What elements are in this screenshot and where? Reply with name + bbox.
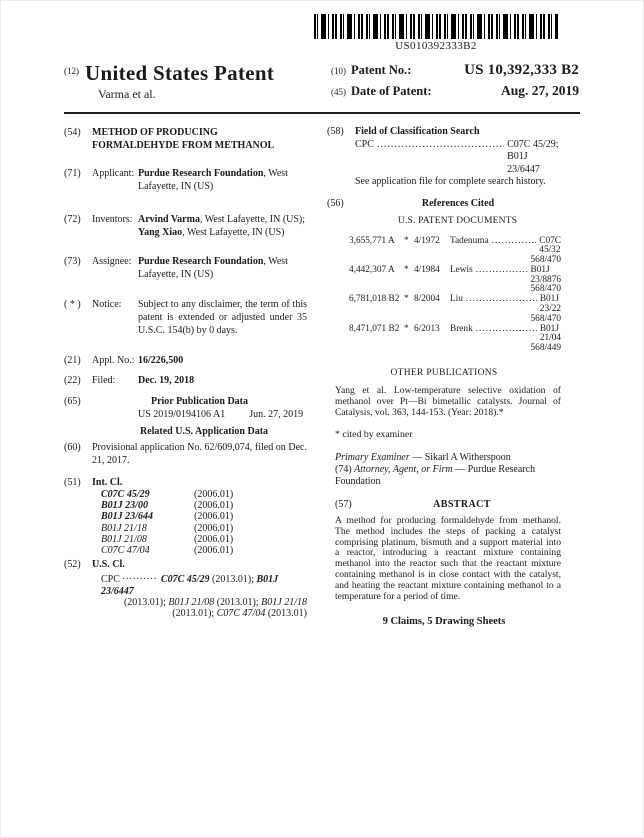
- cpc-class: C07C 47/04: [216, 608, 266, 620]
- attorney-label: Attorney, Agent, or Firm: [354, 464, 453, 476]
- inventor-name-line: Varma et al.: [98, 87, 156, 101]
- cited-patent-class: B01J 23/8876: [530, 264, 562, 285]
- cited-patent-number: 8,471,071 B2: [349, 323, 400, 334]
- assignee-value: [138, 255, 307, 281]
- int-cl-code: B01J 21/08: [101, 533, 147, 545]
- int-cl-entry: [101, 534, 307, 545]
- ref-tag-10: (10): [331, 66, 346, 76]
- us-cl-label: U.S. Cl.: [92, 559, 125, 571]
- cited-patent-name: Tadenuma: [450, 235, 489, 246]
- field-of-search-heading: Field of Classification Search: [355, 126, 480, 137]
- cited-patent-row: [349, 237, 561, 257]
- cpc-class: C07C 45/29: [160, 574, 210, 586]
- patent-number-row: [331, 64, 579, 78]
- invention-title: [92, 126, 307, 152]
- ref-tag-45: (45): [331, 87, 346, 97]
- int-cl-version: (2006.01): [194, 533, 234, 545]
- ref-tag-52: (52): [64, 559, 81, 571]
- assignee-name: Purdue Research Foundation: [138, 256, 264, 267]
- ref-tag-54: (54): [64, 127, 81, 138]
- patent-date-value: Aug. 27, 2019: [500, 83, 579, 98]
- invention-title-section: [64, 126, 307, 152]
- primary-examiner-name: — Sikarl A Witherspoon: [412, 452, 511, 464]
- cited-patent-row: [349, 325, 561, 345]
- applicant-label: Applicant:: [92, 168, 135, 179]
- ref-tag-57: (57): [335, 499, 352, 511]
- barcode-number: US010392333B2: [395, 40, 477, 52]
- provisional-application-text: Provisional application No. 62/609,074, filed on Dec. 21, 2017.: [92, 442, 307, 466]
- inventors-section: [64, 213, 307, 239]
- int-cl-entry: [101, 511, 307, 522]
- int-cl-list: [101, 489, 307, 556]
- patent-number-label: Patent No.:: [351, 63, 412, 77]
- cited-patent-date: 6/2013: [414, 323, 440, 334]
- cpc-version: (2013.01): [265, 608, 307, 620]
- notice-text: Subject to any disclaimer, the term of this patent is extended or adjusted under 35 U.S.C. 154(b) by 0 days.: [138, 299, 307, 336]
- field-of-search-note: See application file for complete search history.: [355, 176, 546, 187]
- int-cl-version: (2006.01): [194, 522, 234, 534]
- cited-patent-number: 4,442,307 A: [349, 264, 395, 275]
- publication-number: US 2019/0194106 A1: [138, 409, 226, 420]
- int-cl-code: C07C 47/04: [101, 545, 150, 557]
- cited-patent-number: 6,781,018 B2: [349, 294, 400, 305]
- dot-leader: [466, 295, 537, 305]
- us-patent-documents-heading: U.S. PATENT DOCUMENTS: [397, 215, 518, 226]
- application-number-value: 16/226,500: [138, 355, 184, 366]
- cited-patent-date: 8/2004: [414, 294, 440, 305]
- us-cl-cpc-line1: [101, 571, 307, 597]
- cited-patent-subclass: 568/470: [530, 255, 561, 266]
- cpc-version: (2013.01);: [172, 608, 217, 620]
- applicant-name: Purdue Research Foundation: [138, 168, 264, 179]
- primary-examiner-label: Primary Examiner: [335, 452, 410, 464]
- int-cl-entry: [101, 523, 307, 534]
- us-cl-cpc-line3: [101, 608, 307, 619]
- invention-title-line1: METHOD OF PRODUCING: [92, 127, 218, 138]
- int-cl-version: (2006.01): [194, 500, 234, 512]
- cpc-version: (2013.01);: [214, 596, 262, 608]
- int-cl-code: C07C 45/29: [101, 489, 150, 500]
- provisional-application-section: [64, 441, 307, 467]
- assignee-label: Assignee:: [92, 256, 132, 267]
- prior-publication-value: [138, 408, 307, 421]
- assignee-address: , West Lafayette, IN (US): [138, 256, 288, 280]
- cited-patent-class: B01J 23/22: [539, 294, 562, 315]
- cited-patent-date: 4/1984: [414, 264, 440, 275]
- int-cl-code: B01J 23/00: [101, 500, 148, 512]
- cited-patent-subclass: 568/470: [530, 284, 561, 295]
- ref-tag-74: (74): [335, 464, 352, 476]
- invention-title-line2: FORMALDEHYDE FROM METHANOL: [92, 140, 275, 151]
- dot-leader: [476, 325, 537, 335]
- applicant-address: , West Lafayette, IN (US): [138, 168, 288, 192]
- filed-value: Dec. 19, 2018: [138, 375, 195, 386]
- abstract-text: A method for producing formaldehyde from methanol. The method includes the steps of packing a catalyst comprising platinum, bismuth and a support material into a reactor, introducing a reactant mixture containing methanol into the reactor such that the reactant mixture containing methanol is in close contact with the catalyst, and heating the reactant mixture containing methanol to a temperature for a period of time.: [335, 515, 561, 602]
- us-cl-cpc-block: [101, 571, 307, 619]
- filed-label: Filed:: [92, 375, 116, 386]
- field-of-search-body: [355, 126, 561, 189]
- cited-patent-date: 4/1972: [414, 235, 440, 246]
- application-number-label: Appl. No.:: [92, 355, 135, 366]
- dot-leader: [492, 237, 537, 247]
- ref-tag-21: (21): [64, 355, 81, 366]
- barcode-icon: [314, 14, 558, 39]
- ref-tag-60: (60): [64, 442, 81, 453]
- cited-patent-name: Lewis: [450, 264, 473, 275]
- ref-tag-22: (22): [64, 375, 81, 386]
- cpc-label: CPC: [355, 138, 374, 150]
- barcode-block: [314, 14, 558, 53]
- cited-patent-name: Liu: [450, 294, 463, 305]
- references-cited-section: [327, 197, 561, 210]
- attorney-line: [335, 464, 561, 488]
- inventor-2-name: Yang Xiao: [138, 227, 183, 238]
- cited-patent-subclass: 568/470: [530, 313, 561, 324]
- cpc-class: B01J 21/08: [168, 596, 215, 608]
- inventors-value: [138, 213, 307, 239]
- attorney-name: — Purdue Research Foundation: [335, 464, 536, 488]
- inventor-2-address: , West Lafayette, IN (US): [182, 227, 285, 238]
- primary-examiner-line: [335, 452, 561, 464]
- notice-label: Notice:: [92, 299, 122, 310]
- ref-tag-71: (71): [64, 168, 81, 179]
- ref-tag-65: (65): [64, 396, 81, 407]
- examiner-cited-marker: *: [404, 294, 409, 305]
- publication-date: Jun. 27, 2019: [249, 409, 304, 420]
- dot-leader: [377, 139, 504, 152]
- filed-section: [64, 374, 307, 387]
- ref-tag-56: (56): [327, 197, 344, 209]
- cited-patent-number: 3,655,771 A: [349, 235, 395, 246]
- int-cl-entry: [101, 545, 307, 556]
- int-cl-section: [64, 476, 307, 489]
- int-cl-version: (2006.01): [194, 545, 234, 557]
- int-cl-entry: [101, 489, 307, 500]
- ref-tag-72: (72): [64, 214, 81, 225]
- document-type-title: United States Patent: [85, 61, 275, 85]
- inventors-label: Inventors:: [92, 214, 133, 225]
- int-cl-code: B01J 23/644: [101, 511, 153, 523]
- other-publications-text: Yang et al. Low-temperature selective oxidation of methanol over Pt—Bi bimetallic catalysts. Journal of Catalysis, vol. 363, 144-153. (Year: 2018).*: [335, 385, 561, 419]
- ref-tag-star: ( * ): [64, 299, 81, 310]
- int-cl-entry: [101, 500, 307, 511]
- int-cl-label: Int. Cl.: [92, 477, 123, 488]
- inventor-1-address: , West Lafayette, IN (US);: [199, 214, 306, 225]
- abstract-section: [335, 498, 561, 511]
- cited-patents-list: [349, 237, 561, 355]
- examiner-cited-marker: *: [404, 264, 409, 275]
- assignee-section: [64, 255, 307, 281]
- int-cl-version: (2006.01): [194, 511, 234, 523]
- cited-patent-class: B01J 21/04: [539, 323, 562, 344]
- cpc-class: B01J 21/18: [261, 596, 307, 608]
- references-cited-heading: References Cited: [421, 197, 495, 209]
- field-of-search-section: [327, 126, 561, 189]
- header-rule: [64, 112, 580, 114]
- ref-tag-51: (51): [64, 477, 81, 488]
- header-right: [331, 64, 579, 99]
- left-column: [64, 120, 307, 619]
- ref-tag-73: (73): [64, 256, 81, 267]
- examiner-cited-marker: *: [404, 235, 409, 246]
- examiner-cited-marker: *: [404, 323, 409, 334]
- us-cl-section: [64, 558, 307, 571]
- cited-by-examiner-note: * cited by examiner: [335, 429, 413, 441]
- patent-date-label: Date of Patent:: [351, 84, 432, 98]
- notice-section: [64, 298, 307, 337]
- int-cl-code: B01J 21/18: [101, 522, 147, 534]
- cited-patent-subclass: 568/449: [530, 343, 561, 354]
- ref-tag-12: (12): [64, 66, 79, 76]
- other-publications-heading: OTHER PUBLICATIONS: [390, 368, 498, 379]
- cited-patent-row: [349, 295, 561, 315]
- application-number-section: [64, 354, 307, 367]
- inventor-1-name: Arvind Varma: [138, 214, 200, 225]
- applicant-value: [138, 167, 307, 193]
- related-application-heading: Related U.S. Application Data: [139, 426, 269, 437]
- right-column: [327, 120, 561, 628]
- cpc-class: B01J 23/6447: [101, 574, 279, 597]
- cpc-version: (2013.01);: [209, 574, 257, 586]
- header-left: [64, 61, 324, 101]
- us-cl-cpc-line2: [101, 597, 307, 608]
- prior-publication-heading: Prior Publication Data: [150, 396, 249, 407]
- abstract-heading: ABSTRACT: [433, 499, 491, 511]
- cpc-version: (2013.01);: [123, 596, 169, 608]
- cpc-label: CPC: [101, 574, 120, 586]
- ref-tag-58: (58): [327, 126, 344, 137]
- field-of-search-cpc-line: [355, 139, 561, 177]
- patent-date-row: [331, 84, 579, 99]
- prior-publication-section: [64, 395, 307, 408]
- cited-patent-row: [349, 266, 561, 286]
- cited-patent-class: C07C 45/32: [539, 235, 561, 256]
- cited-patent-name: Brenk: [450, 323, 473, 334]
- dot-leader: [122, 571, 158, 582]
- cpc-classes: C07C 45/29; B01J 23/6447: [507, 138, 559, 175]
- claims-drawing-sheets-line: 9 Claims, 5 Drawing Sheets: [382, 616, 506, 628]
- dot-leader: [476, 266, 528, 276]
- applicant-section: [64, 167, 307, 193]
- int-cl-version: (2006.01): [194, 489, 234, 500]
- patent-number-value: US 10,392,333 B2: [464, 62, 579, 78]
